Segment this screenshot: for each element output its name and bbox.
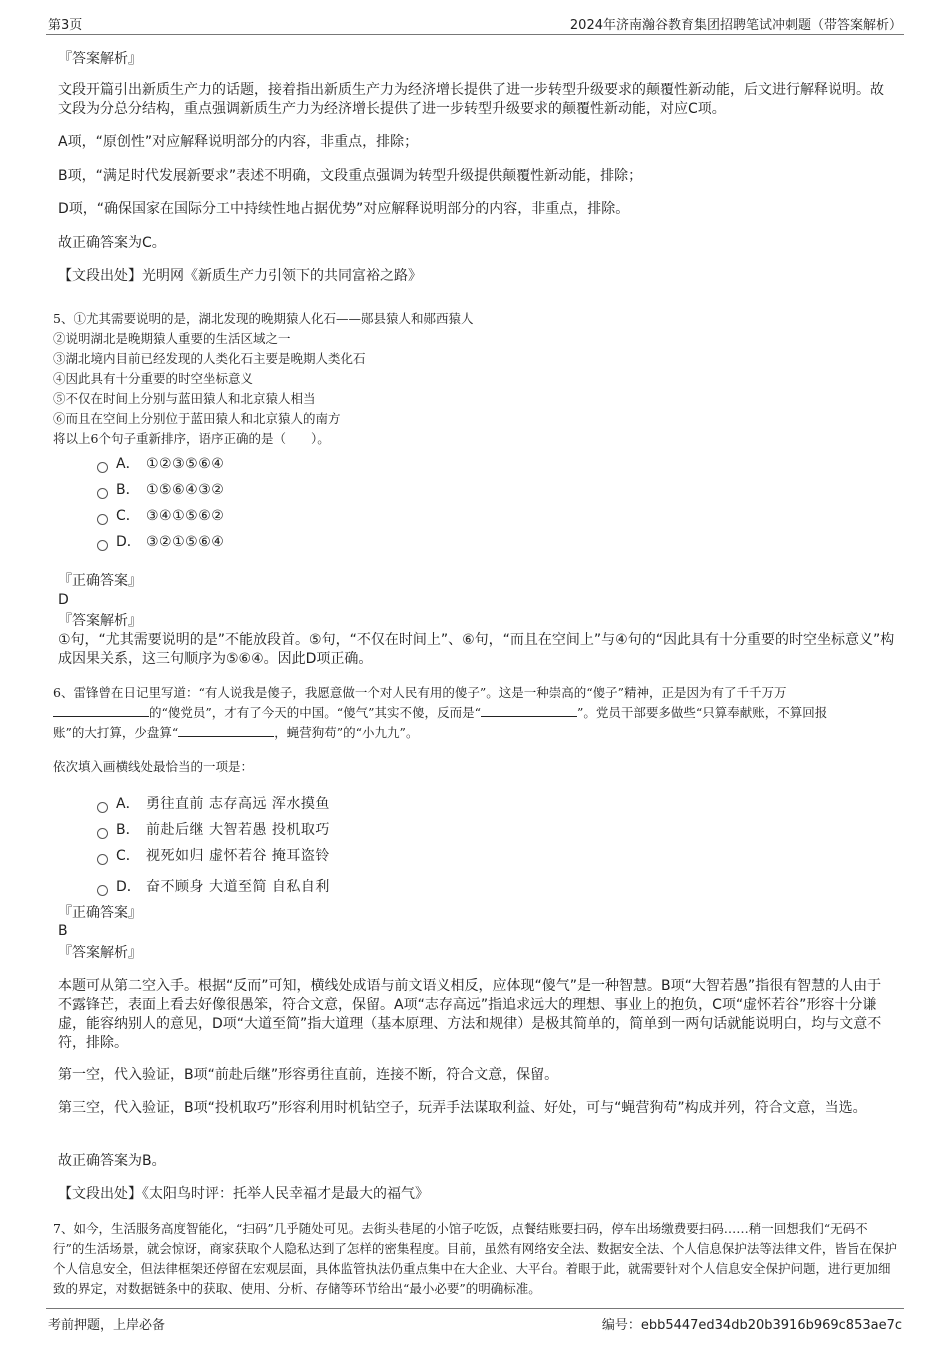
q6-option-a[interactable]: A． 勇往直前 志存高远 浑水摸鱼: [97, 793, 330, 813]
q7-stem: 7、如今，生活服务高度智能化，“扫码”几乎随处可见。去街头巷尾的小馆子吃饭，点餐结账要扫码，停车出场缴费要扫码……稍一回想我们“无码不行”的生活场景，就会惊讶，商家获取个人隐私达到了怎样的密集程度。目前，虽然有网络安全法、数据安全法、个人信息保护法等法律文件，皆旨在保护个人信息安全，但法律框架还停留在宏观层面，具体监管执法仍重点集中在大企业、大平台。着眼于此，就需要针对个人信息安全保护问题，进行更加细致的界定，对数据链条中的获取、使用、分析、存储等环节给出“最小必要”的明确标准。: [53, 1221, 897, 1296]
q6-answer-label: 『正确答案』: [58, 905, 142, 921]
document-id: 编号：ebb5447ed34db20b3916b969c853ae7c: [601, 1318, 902, 1333]
q5-stem-line-3: ③湖北境内目前已经发现的人类化石主要是晚期人类化石: [53, 351, 366, 366]
q4-option-a-analysis: A项，“原创性”对应解释说明部分的内容，非重点，排除；: [58, 134, 419, 150]
q6-option-d[interactable]: D． 奋不顾身 大道至简 自私自利: [97, 876, 330, 896]
radio-icon[interactable]: [97, 854, 108, 865]
q5-stem-line-6: ⑥而且在空间上分别位于蓝田猿人和北京猿人的南方: [53, 411, 341, 426]
blank-3: [178, 724, 274, 737]
document-title: 2024年济南瀚谷教育集团招聘笔试冲刺题（带答案解析）: [569, 18, 902, 33]
page-number: 第3页: [48, 18, 83, 33]
footer-slogan: 考前押题，上岸必备: [48, 1318, 166, 1333]
q6-analysis-2: 第一空，代入验证，B项“前赴后继”形容勇往直前，连接不断，符合文意，保留。: [58, 1067, 559, 1083]
q6-option-b[interactable]: B． 前赴后继 大智若愚 投机取巧: [97, 819, 330, 839]
q5-option-b[interactable]: B． ①⑤⑥④③②: [97, 479, 224, 499]
blank-2: [481, 704, 577, 717]
q6-stem-line-2: 的“傻党员”，才有了今天的中国。“傻气”其实不傻，反而是“ ”。党员干部要多做些“只算奉献账，不算回报: [53, 703, 827, 723]
q4-option-d-analysis: D项，“确保国家在国际分工中持续性地占据优势”对应解释说明部分的内容，非重点，排除。: [58, 201, 630, 217]
q5-analysis: ①句，“尤其需要说明的是”不能放段首。⑤句，“不仅在时间上”、⑥句，“而且在空间上”与④句的“因此具有十分重要的时空坐标意义”构成因果关系，这三句顺序为⑤⑥④。因此D项正确。: [58, 632, 895, 667]
q4-source: 【文段出处】光明网《新质生产力引领下的共同富裕之路》: [58, 268, 422, 284]
q5-option-d[interactable]: D． ③②①⑤⑥④: [97, 531, 224, 551]
q5-stem-line-1: 5、①尤其需要说明的是，湖北发现的晚期猿人化石——郧县猿人和郧西猿人: [53, 311, 474, 326]
radio-icon[interactable]: [97, 514, 108, 525]
q4-option-b-analysis: B项，“满足时代发展新要求”表述不明确，文段重点强调为转型升级提供颠覆性新动能，排除；: [58, 168, 643, 184]
q5-stem-line-5: ⑤不仅在时间上分别与蓝田猿人和北京猿人相当: [53, 391, 316, 406]
blank-1: [53, 704, 149, 717]
page-header: [46, 12, 904, 35]
q6-answer: B: [58, 923, 68, 939]
q6-analysis-label: 『答案解析』: [58, 945, 142, 961]
q5-option-c[interactable]: C． ③④①⑤⑥②: [97, 505, 224, 525]
q6-stem-line-1: 6、雷锋曾在日记里写道：“有人说我是傻子，我愿意做一个对人民有用的傻子”。这是一种崇高的“傻子”精神，正是因为有了千千万万: [53, 685, 787, 700]
radio-icon[interactable]: [97, 802, 108, 813]
q5-option-a[interactable]: A． ①②③⑤⑥④: [97, 453, 224, 473]
radio-icon[interactable]: [97, 462, 108, 473]
q5-stem-line-4: ④因此具有十分重要的时空坐标意义: [53, 371, 254, 386]
radio-icon[interactable]: [97, 488, 108, 499]
q5-answer-label: 『正确答案』: [58, 573, 142, 589]
q5-analysis-label: 『答案解析』: [58, 613, 142, 629]
radio-icon[interactable]: [97, 828, 108, 839]
q5-stem-prompt: 将以上6个句子重新排序，语序正确的是（ ）。: [53, 431, 330, 446]
q6-option-c[interactable]: C． 视死如归 虚怀若谷 掩耳盗铃: [97, 845, 330, 865]
q5-stem-line-2: ②说明湖北是晚期猿人重要的生活区域之一: [53, 331, 291, 346]
q4-analysis-label: 『答案解析』: [58, 51, 142, 67]
page-footer: [46, 1308, 904, 1333]
radio-icon[interactable]: [97, 885, 108, 896]
q6-stem-line-3: 账”的大打算，少盘算“ ，蝇营狗苟”的“小九九”。: [53, 725, 419, 740]
q6-source: 【文段出处】《太阳鸟时评：托举人民幸福才是最大的福气》: [58, 1186, 429, 1202]
radio-icon[interactable]: [97, 540, 108, 551]
q5-answer: D: [58, 592, 69, 608]
q4-analysis-paragraph: 文段开篇引出新质生产力的话题，接着指出新质生产力为经济增长提供了进一步转型升级要求的颠覆性新动能，后文进行解释说明。故文段为分总分结构，重点强调新质生产力为经济增长提供了进一步转型升级要求的颠覆性新动能，对应C项。: [58, 82, 884, 117]
q6-conclusion: 故正确答案为B。: [58, 1153, 166, 1169]
q6-analysis-1: 本题可从第二空入手。根据“反而”可知，横线处成语与前文语义相反，应体现“傻气”是一种智慧。B项“大智若愚”指很有智慧的人由于不露锋芒，表面上看去好像很愚笨，符合文意，保留。A项“志存高远”指追求远大的理想、事业上的抱负，C项“虚怀若谷”形容十分谦虚，能容纳别人的意见，D项“大道至简”指大道理（基本原理、方法和规律）是极其简单的，简单到一两句话就能说明白，均与文意不符，排除。: [58, 978, 882, 1051]
q6-analysis-3: 第三空，代入验证，B项“投机取巧”形容利用时机钻空子，玩弄手法谋取利益、好处，可与“蝇营狗苟”构成并列，符合文意，当选。: [58, 1100, 867, 1116]
q4-conclusion: 故正确答案为C。: [58, 235, 166, 251]
q6-prompt: 依次填入画横线处最恰当的一项是：: [53, 759, 254, 774]
